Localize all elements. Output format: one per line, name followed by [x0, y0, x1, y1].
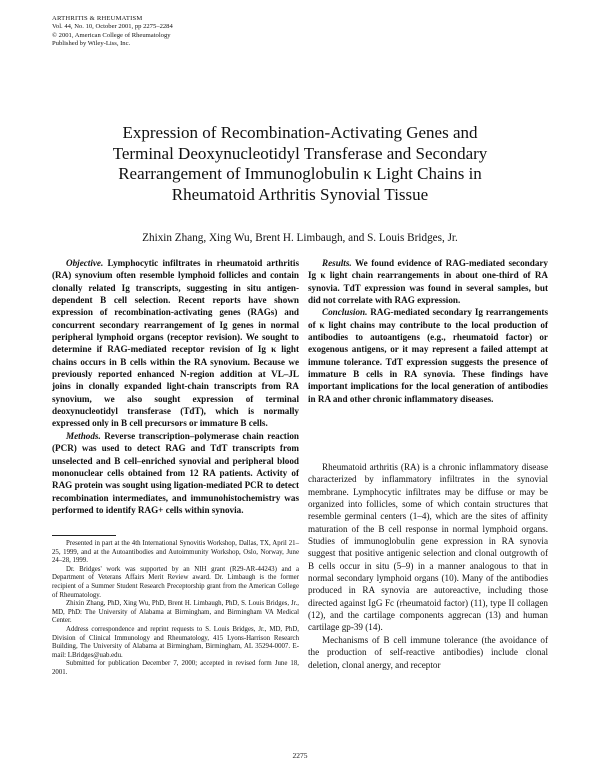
methods-text: Reverse transcription–polymerase chain reaction (PCR) was used to detect RAG and TdT transcripts from unselected and B cell–enriched synovial and peripheral blood mononuclear cells obtained from 12 RA patients. Activity of RAG protein was sought using ligation-mediated PCR to detect recombination intermediates, and immunohistochemistry was performed to identify RAG+ cells within synovia.	[52, 430, 299, 515]
body-text-column	[308, 461, 548, 671]
body-paragraph-1: Rheumatoid arthritis (RA) is a chronic inflammatory disease characterized by inflammatory infiltrates in the synovial membrane. Lymphocytic infiltrates may be diffuse or may be organized into follicles, some of which contain structures that resemble germinal centers (1–4), which are the sites of affinity maturation of the B cell response in normal lymphoid organs. Studies of immunoglobulin gene expression in RA synovia suggest that positive antigenic selection and clonal outgrowth of B cells occur in situ (5–9) in a manner analogous to that in normal secondary lymphoid organs (10). Many of the antibodies produced in RA synovia are autoreactive, including those directed against IgG Fc (rheumatoid factor) (11), type II collagen (12), and the cartilage components aggrecan (13) and human cartilage gp-39 (14).	[308, 462, 548, 633]
abstract-conclusion	[308, 306, 548, 405]
article-title	[60, 123, 540, 205]
abstract-objective	[52, 257, 299, 430]
title-line-3: Rearrangement of Immunoglobulin κ Light Chains in	[118, 164, 482, 183]
objective-label: Objective.	[66, 258, 104, 268]
footnote-presented: Presented in part at the 4th International Synovitis Workshop, Dallas, TX, April 21–25, 1999, and at the Autoantibodies and Autoimmunity Workshop, Oslo, Norway, June 24–28, 1999.	[52, 540, 299, 565]
results-label: Results.	[322, 258, 352, 268]
objective-text: Lymphocytic infiltrates in rheumatoid arthritis (RA) synovium often resemble lymphoid follicles and contain clonally related Ig transcripts, suggesting in situ antigen-dependent B cell selection. Recent reports have shown expression of recombination-activating genes (RAGs) and concurrent secondary rearrangement of Ig genes in normal peripheral lymphoid organs (receptor revision). We sought to determine if RAG-mediated receptor revision of Ig κ light chains occurs in B cells within the RA synovium. Because we previously reported enhanced N-region addition at VL–JL joins in clonally expanded light-chain transcripts from RA synovium, we also sought expression of terminal deoxynucleotidyl transferase (TdT), which is normally expressed only in B cell precursors or immature B cells.	[52, 258, 299, 429]
title-line-1: Expression of Recombination-Activating Genes and	[122, 123, 478, 142]
abstract-methods	[52, 430, 299, 516]
journal-name: ARTHRITIS & RHEUMATISM	[52, 15, 143, 22]
conclusion-text: RAG-mediated secondary Ig rearrangements of κ light chains may contribute to the local production of antibodies to autoantigens (e.g., rheumatoid factor) or exogenous antigens, or it may represent a failed attempt at immune tolerance. TdT expression suggests the presence of immature B cells in RA synovia. These findings have important implications for the local generation of antibodies in RA and other chronic inflammatory diseases.	[308, 307, 548, 404]
publisher-line: Published by Wiley-Liss, Inc.	[52, 40, 131, 48]
footnote-funding: Dr. Bridges' work was supported by an NIH grant (R29-AR-44243) and a Department of Veterans Affairs Merit Review award. Dr. Limbaugh is the former recipient of a Summer Student Research Preceptorship grant from the American College of Rheumatology.	[52, 565, 299, 599]
volume-info: Vol. 44, No. 10, October 2001, pp 2275–2284	[52, 23, 173, 31]
author-list: Zhixin Zhang, Xing Wu, Brent H. Limbaugh, and S. Louis Bridges, Jr.	[142, 232, 458, 244]
footnote-affiliations: Zhixin Zhang, PhD, Xing Wu, PhD, Brent H. Limbaugh, PhD, S. Louis Bridges, Jr., MD, PhD: The University of Alabama at Birmingham, and Birmingham VA Medical Center.	[52, 600, 299, 625]
footnotes	[52, 540, 299, 678]
title-line-4: Rheumatoid Arthritis Synovial Tissue	[171, 184, 429, 204]
footnote-divider	[52, 535, 116, 536]
footnote-submission: Submitted for publication December 7, 2000; accepted in revised form June 18, 2001.	[52, 660, 299, 676]
abstract-left-column	[52, 257, 299, 516]
footnote-correspondence: Address correspondence and reprint requests to S. Louis Bridges, Jr., MD, PhD, Division of Clinical Immunology and Rheumatology, 415 Lyons-Harrison Research Building, The University of Alabama at Birmingham, Birmingham, AL 35294-0007. E-mail: LBridges@uab.edu.	[52, 625, 299, 659]
title-line-2: Terminal Deoxynucleotidyl Transferase and Secondary	[112, 143, 488, 163]
abstract-right-column	[308, 257, 548, 405]
conclusion-label: Conclusion.	[322, 307, 368, 318]
page-number: 2275	[292, 751, 308, 760]
journal-header	[52, 15, 173, 49]
body-paragraph-2: Mechanisms of B cell immune tolerance (the avoidance of the production of self-reactive antibodies) include clonal deletion, clonal anergy, and receptor	[308, 634, 548, 670]
methods-label: Methods.	[66, 430, 101, 441]
abstract-results	[308, 257, 548, 306]
results-text: We found evidence of RAG-mediated secondary Ig κ light chain rearrangements in about one-third of RA synovia. TdT expression was found in several samples, but did not correlate with RAG expression.	[308, 258, 548, 306]
copyright-line: © 2001, American College of Rheumatology	[52, 31, 171, 39]
